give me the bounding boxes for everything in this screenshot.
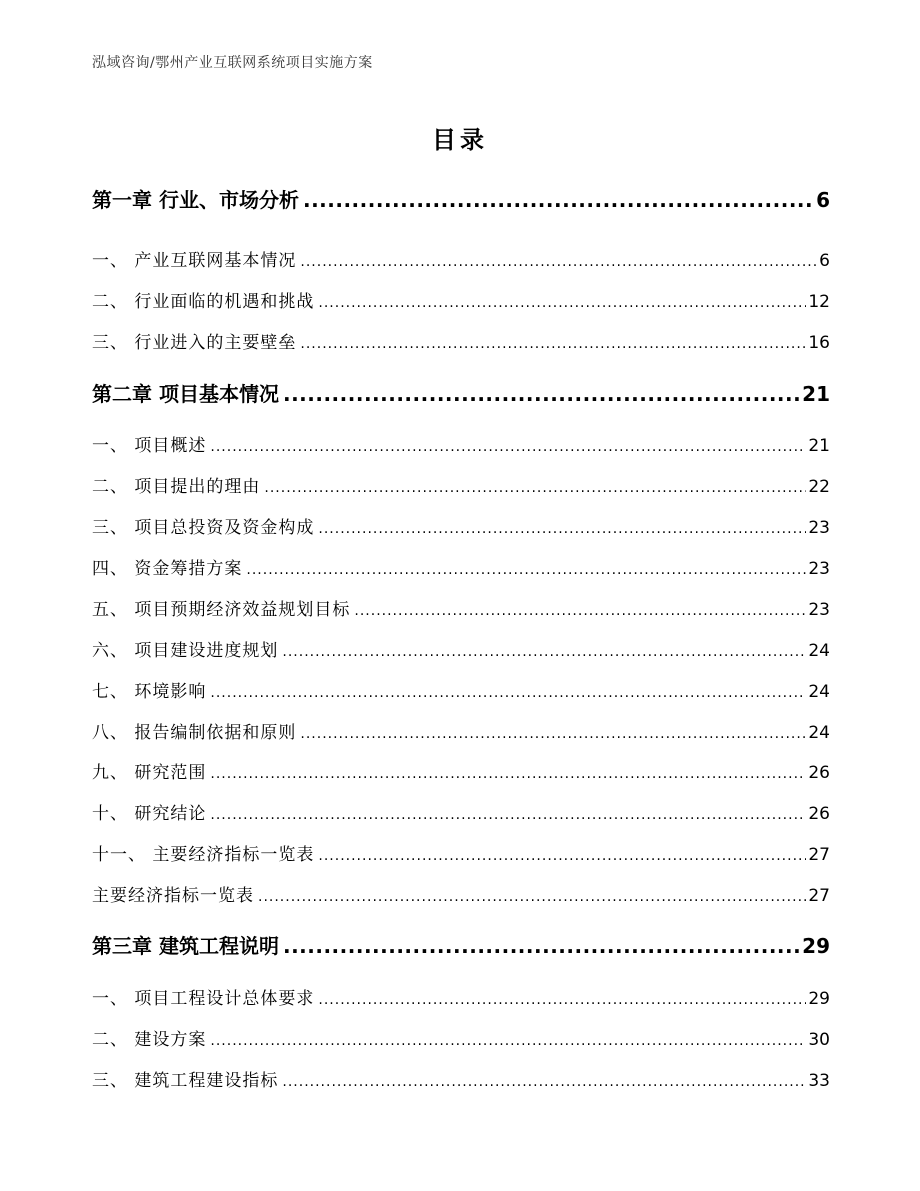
toc-section-entry[interactable] <box>92 1066 830 1091</box>
page-header: 泓域咨询/鄂州产业互联网系统项目实施方案 <box>92 55 373 71</box>
toc-page-number: 23 <box>808 559 830 579</box>
toc-page-number: 30 <box>808 1030 830 1050</box>
toc-entry-label: 七、 环境影响 <box>92 682 207 702</box>
toc-entry-label: 第二章 项目基本情况 <box>92 382 279 406</box>
toc-page-number: 23 <box>808 518 830 538</box>
toc-section-entry[interactable] <box>92 1025 830 1050</box>
toc-page-number: 27 <box>808 886 830 906</box>
toc-page-number: 21 <box>808 436 830 456</box>
toc-dot-leader <box>283 934 800 958</box>
toc-entry-label: 四、 资金筹措方案 <box>92 559 243 579</box>
toc-dot-leader <box>300 336 806 352</box>
toc-section-entry[interactable] <box>92 984 830 1009</box>
toc-dot-leader <box>282 644 806 660</box>
toc-dot-leader <box>210 1033 806 1049</box>
toc-dot-leader <box>300 254 817 270</box>
toc-page-number: 22 <box>808 477 830 497</box>
toc-entry-label: 三、 项目总投资及资金构成 <box>92 518 315 538</box>
toc-entry-label: 一、 项目概述 <box>92 436 207 456</box>
toc-entry-label: 十一、 主要经济指标一览表 <box>92 845 315 865</box>
toc-dot-leader <box>258 889 806 905</box>
toc-section-entry[interactable] <box>92 472 830 497</box>
toc-page-number: 6 <box>816 188 830 212</box>
toc-dot-leader <box>210 685 806 701</box>
toc-entry-label: 一、 产业互联网基本情况 <box>92 251 297 271</box>
toc-page-number: 33 <box>808 1071 830 1091</box>
toc-dot-leader <box>246 562 806 578</box>
toc-dot-leader <box>300 726 806 742</box>
toc-entry-label: 六、 项目建设进度规划 <box>92 641 279 661</box>
toc-page-number: 16 <box>808 333 830 353</box>
toc-dot-leader <box>318 992 806 1008</box>
toc-title: 目录 <box>432 125 488 154</box>
toc-entry-label: 三、 行业进入的主要壁垒 <box>92 333 297 353</box>
toc-section-entry[interactable] <box>92 246 830 271</box>
toc-page-number: 12 <box>808 292 830 312</box>
toc-section-entry[interactable] <box>92 758 830 783</box>
toc-page-number: 23 <box>808 600 830 620</box>
toc-entry-label: 八、 报告编制依据和原则 <box>92 723 297 743</box>
toc-entry-label: 主要经济指标一览表 <box>92 886 254 906</box>
toc-section-entry[interactable] <box>92 718 830 743</box>
toc-dot-leader <box>303 188 814 212</box>
toc-dot-leader <box>283 382 800 406</box>
toc-entry-label: 五、 项目预期经济效益规划目标 <box>92 600 351 620</box>
toc-page-number: 6 <box>819 251 830 271</box>
toc-section-entry[interactable] <box>92 636 830 661</box>
toc-page-number: 24 <box>808 682 830 702</box>
toc-entry-label: 十、 研究结论 <box>92 804 207 824</box>
toc-section-entry[interactable] <box>92 328 830 353</box>
toc-page-number: 29 <box>808 989 830 1009</box>
toc-page-number: 27 <box>808 845 830 865</box>
toc-page-number: 29 <box>802 934 830 958</box>
toc-section-entry[interactable] <box>92 881 830 906</box>
toc-section-entry[interactable] <box>92 595 830 620</box>
toc-section-entry[interactable] <box>92 287 830 312</box>
toc-page-number: 26 <box>808 763 830 783</box>
toc-section-entry[interactable] <box>92 513 830 538</box>
toc-dot-leader <box>210 439 806 455</box>
toc-chapter-entry[interactable] <box>92 378 830 407</box>
toc-dot-leader <box>318 848 806 864</box>
toc-page-number: 21 <box>802 382 830 406</box>
toc-dot-leader <box>354 603 806 619</box>
toc-section-entry[interactable] <box>92 840 830 865</box>
toc-entry-label: 二、 行业面临的机遇和挑战 <box>92 292 315 312</box>
toc-section-entry[interactable] <box>92 554 830 579</box>
toc-dot-leader <box>318 295 806 311</box>
toc-page-number: 24 <box>808 723 830 743</box>
toc-section-entry[interactable] <box>92 677 830 702</box>
toc-entry-label: 二、 建设方案 <box>92 1030 207 1050</box>
toc-dot-leader <box>210 807 806 823</box>
toc-entry-label: 九、 研究范围 <box>92 763 207 783</box>
toc-page-number: 26 <box>808 804 830 824</box>
toc-dot-leader <box>282 1074 806 1090</box>
toc-entry-label: 第三章 建筑工程说明 <box>92 934 279 958</box>
toc-dot-leader <box>210 766 806 782</box>
toc-chapter-entry[interactable] <box>92 184 830 213</box>
toc-section-entry[interactable] <box>92 431 830 456</box>
toc-entry-label: 二、 项目提出的理由 <box>92 477 261 497</box>
toc-dot-leader <box>318 521 806 537</box>
toc-entry-label: 一、 项目工程设计总体要求 <box>92 989 315 1009</box>
toc-page-number: 24 <box>808 641 830 661</box>
toc-section-entry[interactable] <box>92 799 830 824</box>
toc-entry-label: 第一章 行业、市场分析 <box>92 188 299 212</box>
toc-chapter-entry[interactable] <box>92 930 830 959</box>
toc-entry-label: 三、 建筑工程建设指标 <box>92 1071 279 1091</box>
toc-dot-leader <box>264 480 806 496</box>
